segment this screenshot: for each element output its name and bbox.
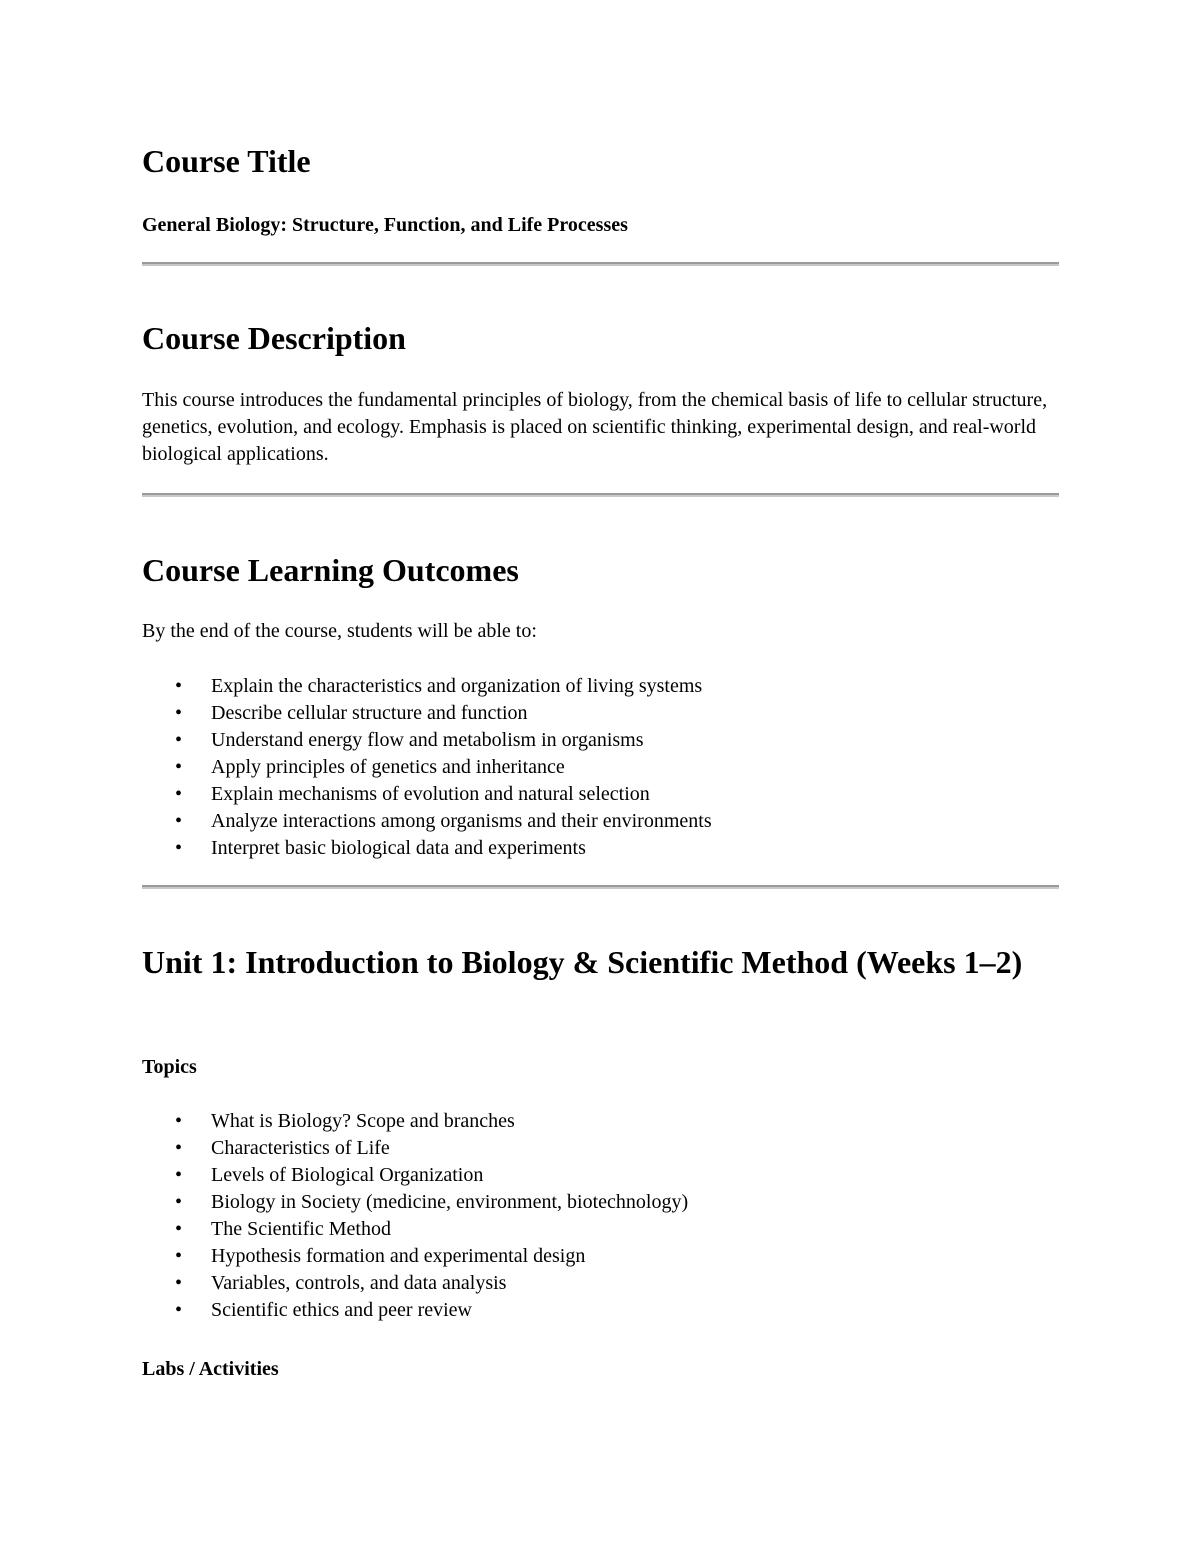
list-item (142, 1162, 1060, 1189)
list-item-text: Explain the characteristics and organization of living systems (211, 675, 703, 697)
list-item (142, 781, 1060, 808)
bullet-icon: • (175, 1299, 183, 1321)
list-item (142, 835, 1060, 862)
list-item-text: Explain mechanisms of evolution and natural selection (211, 783, 650, 805)
bullet-icon: • (175, 1191, 183, 1213)
bullet-icon: • (175, 1137, 183, 1159)
unit-1-topics-list (142, 1108, 1060, 1324)
divider (142, 493, 1059, 497)
list-item (142, 1189, 1060, 1216)
learning-outcomes-list (142, 673, 1060, 862)
list-item-text: Interpret basic biological data and experiments (211, 837, 586, 859)
list-item-text: Biology in Society (medicine, environment, biotechnology) (211, 1191, 689, 1213)
topics-heading: Topics (142, 1056, 197, 1078)
divider (142, 262, 1059, 266)
list-item (142, 1270, 1060, 1297)
list-item (142, 1297, 1060, 1324)
list-item-text: Levels of Biological Organization (211, 1164, 484, 1186)
course-description-heading: Course Description (142, 320, 406, 356)
bullet-icon: • (175, 783, 183, 805)
list-item-text: Variables, controls, and data analysis (211, 1272, 507, 1294)
bullet-icon: • (175, 729, 183, 751)
bullet-icon: • (175, 675, 183, 697)
list-item (142, 1216, 1060, 1243)
bullet-icon: • (175, 1272, 183, 1294)
learning-outcomes-heading: Course Learning Outcomes (142, 552, 519, 588)
list-item (142, 700, 1060, 727)
list-item (142, 808, 1060, 835)
list-item (142, 1243, 1060, 1270)
list-item-text: Analyze interactions among organisms and their environments (211, 810, 712, 832)
unit-1-heading: Unit 1: Introduction to Biology & Scientific Method (Weeks 1–2) (142, 944, 1023, 980)
list-item (142, 754, 1060, 781)
list-item (142, 1108, 1060, 1135)
bullet-icon: • (175, 756, 183, 778)
course-subtitle: General Biology: Structure, Function, and Life Processes (142, 214, 628, 236)
bullet-icon: • (175, 1218, 183, 1240)
bullet-icon: • (175, 837, 183, 859)
bullet-icon: • (175, 1110, 183, 1132)
divider (142, 885, 1059, 889)
bullet-icon: • (175, 1245, 183, 1267)
list-item (142, 727, 1060, 754)
list-item-text: Understand energy flow and metabolism in organisms (211, 729, 644, 751)
bullet-icon: • (175, 702, 183, 724)
labs-activities-heading: Labs / Activities (142, 1358, 279, 1380)
list-item-text: The Scientific Method (211, 1218, 391, 1240)
list-item (142, 1135, 1060, 1162)
list-item-text: What is Biology? Scope and branches (211, 1110, 515, 1132)
list-item-text: Hypothesis formation and experimental design (211, 1245, 586, 1267)
list-item (142, 673, 1060, 700)
learning-outcomes-intro: By the end of the course, students will be able to: (142, 620, 537, 642)
list-item-text: Apply principles of genetics and inheritance (211, 756, 565, 778)
bullet-icon: • (175, 1164, 183, 1186)
course-description-text: This course introduces the fundamental principles of biology, from the chemical basis of life to cellular structure, genetics, evolution, and ecology. Emphasis is placed on scientific thinking, experimental design, and real-world biological applications. (142, 389, 1048, 465)
list-item-text: Describe cellular structure and function (211, 702, 528, 724)
course-title-heading: Course Title (142, 143, 311, 179)
bullet-icon: • (175, 810, 183, 832)
list-item-text: Scientific ethics and peer review (211, 1299, 472, 1321)
list-item-text: Characteristics of Life (211, 1137, 390, 1159)
